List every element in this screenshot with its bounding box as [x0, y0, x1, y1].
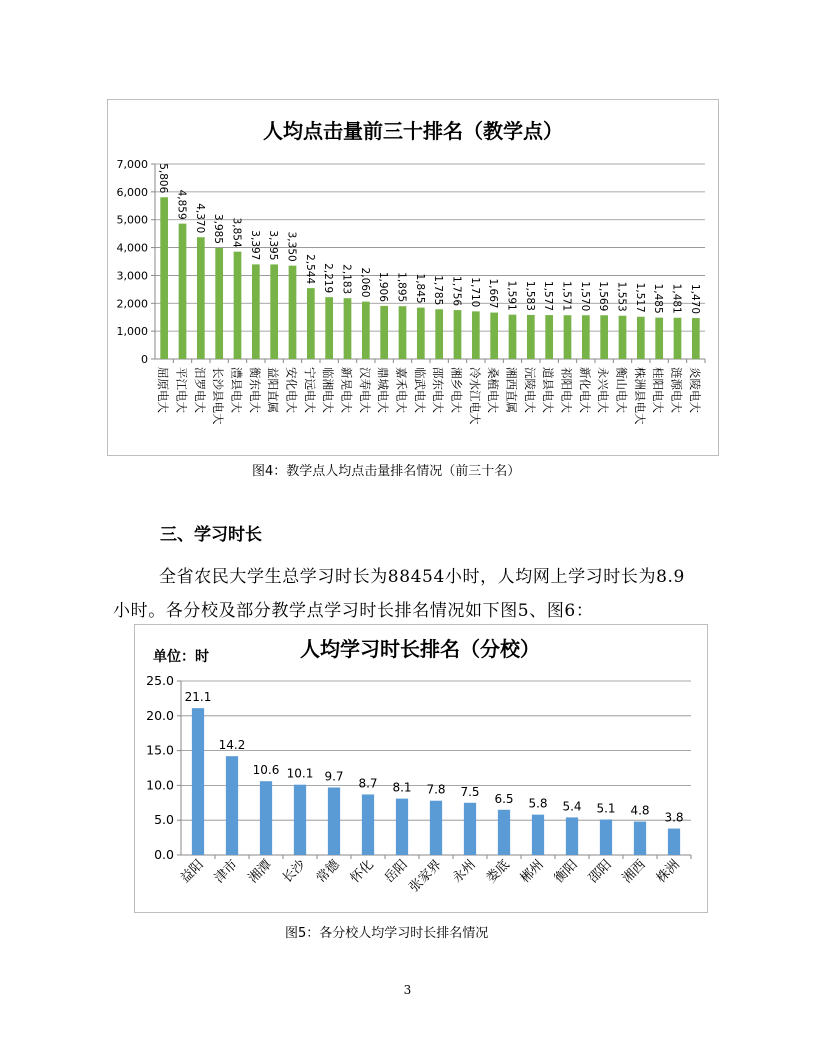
data-label: 1,569 [597, 281, 610, 312]
data-label: 5.1 [596, 801, 616, 816]
bar [344, 298, 352, 359]
unit-label: 单位：时 [153, 649, 209, 665]
data-label: 1,710 [468, 277, 481, 308]
data-label: 1,785 [432, 275, 445, 306]
y-tick-label: 10.0 [146, 777, 174, 793]
chart-teaching-points-svg [108, 100, 718, 455]
bar [472, 311, 480, 359]
data-label: 6.5 [494, 791, 514, 806]
y-tick-label: 1,000 [116, 325, 148, 339]
y-tick-label: 25.0 [146, 673, 174, 688]
bar [294, 785, 306, 855]
bar [668, 829, 680, 855]
data-label: 1,570 [578, 281, 591, 312]
bar [637, 317, 645, 359]
data-label: 1,577 [542, 281, 555, 312]
x-tick-label: 涟源电大 [669, 367, 684, 413]
data-label: 8.7 [358, 776, 378, 791]
y-tick-label: 6,000 [116, 185, 148, 199]
x-tick-label: 临湘电大 [321, 367, 336, 413]
x-tick-label: 澧县电大 [229, 367, 244, 413]
y-tick-label: 5,000 [116, 213, 148, 227]
x-tick-label: 岳阳 [381, 857, 411, 887]
bar [532, 815, 544, 855]
bar [380, 306, 388, 359]
x-tick-label: 沅陵电大 [522, 367, 537, 413]
data-label: 1,470 [688, 283, 701, 315]
bar [417, 308, 425, 359]
x-tick-label: 桂阳电大 [651, 367, 666, 413]
bar [545, 315, 553, 359]
data-label: 4,859 [175, 189, 188, 220]
x-tick-label: 冷水江电大 [467, 367, 482, 425]
chart-teaching-points [107, 99, 719, 456]
x-tick-label: 益阳 [177, 857, 207, 887]
bar [600, 315, 608, 359]
x-tick-label: 常德 [313, 857, 343, 887]
bar [464, 803, 476, 855]
bar [396, 799, 408, 855]
paragraph-line-1: 全省农民大学生总学习时长为88454小时，人均网上学习时长为8.9 [159, 567, 685, 587]
y-tick-label: 20.0 [146, 707, 174, 723]
data-label: 7.5 [460, 784, 480, 799]
x-tick-label: 宁远电大 [302, 367, 317, 413]
y-tick-label: 15.0 [146, 742, 174, 758]
bar [674, 318, 682, 359]
bar [566, 817, 578, 855]
x-tick-label: 邵阳 [585, 857, 615, 887]
x-tick-label: 株洲县电大 [632, 367, 647, 425]
data-label: 3,397 [248, 230, 261, 261]
x-tick-label: 嘉禾电大 [394, 367, 409, 413]
paragraph-line-2: 小时。各分校及部分教学点学习时长排名情况如下图5、图6： [113, 601, 594, 621]
data-label: 8.1 [392, 780, 412, 795]
bar [619, 316, 627, 359]
bar [454, 310, 462, 359]
x-tick-label: 屈原电大 [156, 367, 171, 413]
x-tick-label: 张家界 [406, 857, 445, 896]
data-label: 3.8 [664, 810, 684, 825]
data-label: 5,806 [157, 163, 170, 194]
x-tick-label: 长沙县电大 [211, 367, 226, 425]
data-label: 2,183 [340, 264, 353, 295]
data-label: 7.8 [426, 782, 446, 797]
bar [362, 794, 374, 855]
bar [655, 318, 663, 359]
figure-caption-4: 图4：教学点人均点击量排名情况（前三十名） [252, 464, 521, 479]
bar [270, 264, 278, 359]
x-tick-label: 新化电大 [577, 367, 592, 413]
x-tick-label: 津市 [211, 857, 241, 887]
x-tick-label: 永州 [449, 857, 479, 887]
x-tick-label: 祁阳电大 [559, 367, 574, 413]
x-tick-label: 永兴电大 [596, 367, 611, 413]
bar [430, 801, 442, 855]
chart-branch-schools-svg [135, 625, 707, 912]
data-label: 3,395 [267, 230, 280, 261]
data-label: 10.1 [286, 766, 314, 781]
x-tick-label: 益阳直属 [266, 367, 281, 413]
x-tick-label: 株洲 [653, 857, 683, 887]
bar [307, 288, 315, 359]
bar [260, 781, 272, 855]
x-tick-label: 娄底 [483, 857, 513, 887]
y-tick-label: 2,000 [116, 297, 148, 311]
section-heading: 三、学习时长 [160, 525, 262, 545]
bar [252, 264, 260, 359]
data-label: 1,481 [670, 283, 683, 314]
bar [362, 302, 370, 359]
bar [328, 787, 340, 855]
page-number: 3 [403, 983, 412, 997]
bar [234, 252, 242, 359]
data-label: 21.1 [184, 690, 212, 705]
data-label: 1,591 [505, 280, 518, 311]
x-tick-label: 衡东电大 [247, 367, 262, 413]
data-label: 10.6 [252, 763, 280, 778]
bar [527, 315, 535, 359]
x-tick-label: 汨罗电大 [192, 367, 207, 413]
x-tick-label: 新晃电大 [339, 367, 354, 413]
data-label: 9.7 [324, 769, 344, 784]
bar [498, 810, 510, 855]
chart-branch-schools [134, 624, 708, 913]
y-tick-label: 3,000 [116, 269, 148, 283]
data-label: 5.4 [562, 799, 582, 814]
data-label: 1,895 [395, 272, 408, 303]
x-tick-label: 汉寿电大 [357, 367, 372, 413]
data-label: 1,485 [652, 283, 665, 314]
data-label: 1,583 [523, 280, 536, 311]
bar [192, 708, 204, 855]
data-label: 2,544 [303, 254, 316, 285]
data-label: 3,350 [285, 231, 298, 262]
x-tick-label: 邵东电大 [431, 367, 446, 413]
x-tick-label: 临武电大 [412, 367, 427, 413]
bar [582, 315, 590, 359]
x-tick-label: 郴州 [517, 857, 547, 887]
x-tick-label: 湘潭 [245, 857, 275, 887]
bar [399, 306, 407, 359]
data-label: 1,571 [560, 281, 573, 312]
bar [435, 309, 443, 359]
data-label: 1,517 [633, 282, 646, 313]
x-tick-label: 鼎城电大 [376, 367, 391, 413]
bar [564, 315, 572, 359]
x-tick-label: 怀化 [347, 857, 377, 887]
x-tick-label: 湘乡电大 [449, 367, 464, 413]
data-label: 3,854 [230, 217, 243, 248]
chart-title: 人均点击量前三十排名（教学点） [263, 119, 563, 143]
chart-title: 人均学习时长排名（分校） [300, 637, 540, 661]
y-tick-label: 0 [141, 353, 148, 366]
y-tick-label: 0.0 [154, 847, 174, 862]
y-tick-label: 5.0 [154, 812, 174, 828]
data-label: 1,667 [487, 278, 500, 309]
bar [215, 248, 223, 359]
figure-caption-5: 图5：各分校人均学习时长排名情况 [285, 926, 489, 941]
data-label: 14.2 [218, 738, 246, 753]
data-label: 2,219 [322, 263, 335, 294]
y-tick-label: 7,000 [116, 158, 148, 171]
bar [226, 756, 238, 855]
bar [600, 820, 612, 855]
x-tick-label: 炎陵电大 [687, 367, 702, 413]
data-label: 1,845 [413, 273, 426, 304]
data-label: 5.8 [528, 796, 548, 811]
x-tick-label: 安化电大 [284, 367, 299, 413]
bar [160, 197, 168, 359]
data-label: 1,756 [450, 276, 463, 307]
data-label: 4.8 [630, 803, 650, 818]
data-label: 1,553 [615, 281, 628, 312]
bar [325, 297, 333, 359]
bar [179, 224, 187, 359]
x-tick-label: 湘西 [619, 857, 649, 887]
data-label: 2,060 [358, 267, 371, 298]
bar [289, 266, 297, 359]
x-tick-label: 平江电大 [174, 367, 189, 413]
bar [634, 822, 646, 855]
x-tick-label: 湘西直属 [504, 367, 519, 413]
data-label: 4,370 [193, 203, 206, 234]
x-tick-label: 衡山电大 [614, 367, 629, 413]
data-label: 3,985 [212, 213, 225, 244]
x-tick-label: 道县电大 [541, 367, 556, 413]
data-label: 1,906 [377, 271, 390, 302]
x-tick-label: 长沙 [279, 857, 309, 887]
y-tick-label: 4,000 [116, 241, 148, 255]
bar [509, 315, 517, 359]
x-tick-label: 衡阳 [551, 857, 581, 887]
bar [692, 318, 700, 359]
x-tick-label: 桑植电大 [486, 367, 501, 413]
bar [490, 313, 498, 359]
bar [197, 237, 205, 359]
